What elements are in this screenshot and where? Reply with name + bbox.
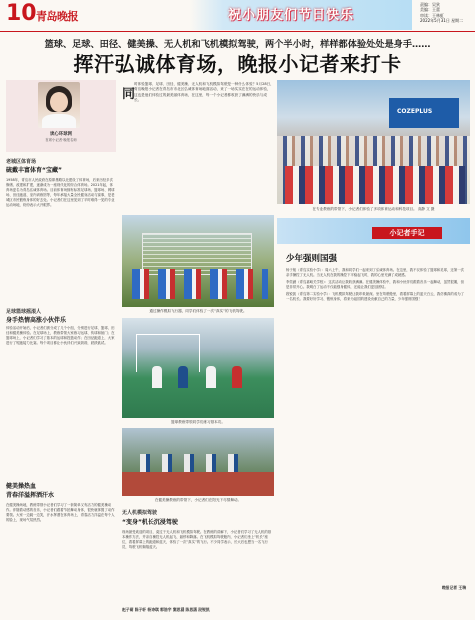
- photo-caption: 在健美操教练的带领下，小记者们在阳光下尽情舞动。: [154, 498, 242, 502]
- reporter-name: 读心环球网: [50, 132, 72, 137]
- photo-group: COZEPLUS: [277, 80, 470, 204]
- headline: 挥汗弘诚体育场，晚报小记者来打卡: [73, 52, 402, 76]
- photo-caption: 篮球教练带领同学们练习基本功。: [171, 420, 225, 424]
- lead-text: 时体验篮球、足球、田径、健美操、无人机和飞机模拟驾驶是一种什么体验？5月28日，青岛晚报小记者在青岛市市北区弘诚体育场地面活动，来了一场实实在在的运动体验，这也是他们体验过的最美丽体育场，在这里，每一个小记者都收获了满满的快乐与成长。: [134, 82, 274, 103]
- meta-designer: 美编：王蕾: [420, 7, 440, 13]
- sidebar-title: 少年强则国强: [286, 254, 338, 264]
- meta-editor: 责编：吴狄: [420, 2, 440, 7]
- photo-caption: 通过操作模拟飞行器，同学们体验了一次“真实”的飞机驾驶。: [149, 309, 247, 313]
- header-rule: [0, 31, 475, 32]
- paper-name: 青岛晚报: [36, 10, 78, 23]
- section-kicker: 老城区体育场: [6, 159, 37, 165]
- section-body: 体验活动开始后，小记者们被分成了几个小组，分别进行足球、篮球、田径和健美操体验。在足球场上，教练带领大家练习运球、传球和射门；在篮球场上，小记者们学习了基本的运球和投篮动作；在田径跑道上，大家进行了短跑接力比赛。每个项目都让小伙伴们兴致勃勃，跃跃欲试。: [6, 326, 115, 345]
- section-body: 现场最受欢迎的项目，莫过于无人机和飞机模拟驾驶。在教练的讲解下，小记者们学习了无人机的基本操作方法，并亲自操控无人机起飞、悬停和降落。在飞机模拟驾驶舱内，小记者们坐上“机长”座位，看着屏幕上的跑道和蓝天，体验了一次“真实”的飞行。不少同学表示，长大后也想当一名飞行员，驾驶飞机翱翔蓝天。: [122, 530, 272, 549]
- header-meta: [420, 2, 463, 24]
- names-credit: 赵子萌 陈子轩 杨诗琪 郭浩宇 窦思涵 陈思涵 段锐凯: [122, 607, 210, 612]
- sidebar-paragraph: 段锐凯（青岛第二实验小学）：飞机模拟驾驶让我印象最深。坐在驾驶舱里，看着屏幕上的蓝天白云，我仿佛真的成为了一名机长。我要好好学习、锻炼身体，将来为祖国的建设贡献自己的力量，少年强则国强！: [286, 292, 464, 301]
- photo-basketball: [122, 318, 274, 418]
- reporter-photo: [38, 82, 80, 128]
- sidebar-paragraph: 杨子航（青岛实验小学）：周六上午，我和同学们一起来到了弘诚体育场。在这里，我不仅体验了篮球和足球，还第一次亲手操控了无人机。当无人机在我的操控下平稳起飞时，我的心里充满了成就感。: [286, 268, 464, 277]
- meta-proofreader: 审读：王林虹: [420, 12, 444, 18]
- kicker: 篮球、足球、田径、健美操、无人机和飞机模拟驾驶，两个半小时，样样都体验处处是身手……: [44, 39, 431, 50]
- sidebar-body: [286, 268, 466, 304]
- lead-dropcap: 同: [122, 87, 136, 102]
- meta-date: 2022年5月31日 星期二: [420, 18, 464, 24]
- page-number: 10: [6, 1, 37, 26]
- section-body: 在健美操场地，教练带领小记者们学习了一套简单又有活力的健美操动作。伴随着动感的音乐，小记者们跟着节拍舞动身体，很快就掌握了动作要领。大家一边跳一边笑，汗水挥洒在体育场上，青春活力洋溢在每个人的脸上，现场气氛热烈。: [6, 503, 115, 522]
- photo-aerobics: [122, 428, 274, 496]
- section-title: 身手热情高涨小伙伴乐: [6, 317, 67, 324]
- banner-title: 祝小朋友们节日快乐: [228, 8, 355, 23]
- section-title: 硫戴丰富体育“宝藏”: [6, 167, 62, 174]
- photo-simulator: [122, 215, 274, 307]
- reporter-handle: 首席小记者·晚报名师: [45, 138, 77, 142]
- section-title: “变身”机长沉浸驾驶: [122, 519, 178, 526]
- section-body: 1958年，青岛市人民政府在原即墨路以北建设了体育场，后来历经多次修缮、改建和扩建，逐渐成为一座现代化的综合体育场。2021年起，体育场更名为青岛弘诚体育场。目前体育场拥有标准足球场、篮球场、网球场、田径跑道、室内训练馆等，每年承接大量全民健身活动与赛事，是老城区市民锻炼身体的好去处。小记者们在这里见到了平时难得一见的专业运动场地，纷纷表示大开眼界。: [6, 178, 115, 207]
- section-kicker: 足球篮球摇滚人: [6, 309, 42, 315]
- section-title: 青春洋溢挥洒汗水: [6, 492, 55, 499]
- sidebar-paragraph: 李奕涵（青岛嘉峪关学校）：这次活动让我收获满满。在健美操体验中，我和小伙伴们跟着音乐一起舞动，虽然很累，但是非常开心。我明白了运动不仅能强身健体，还能让我们更加团结。: [286, 280, 464, 289]
- sidebar-label: 小记者手记: [372, 227, 442, 239]
- section-kicker: 健美操热血: [6, 483, 37, 490]
- section-kicker: 无人机模拟驾驶: [122, 510, 158, 516]
- sidebar-credit: 晚报记者 王瑞: [441, 585, 466, 590]
- photo-caption: 在专业教练的带领下，小记者们体验了多项体育运动和科技项目。 高静 文 摄: [312, 207, 435, 211]
